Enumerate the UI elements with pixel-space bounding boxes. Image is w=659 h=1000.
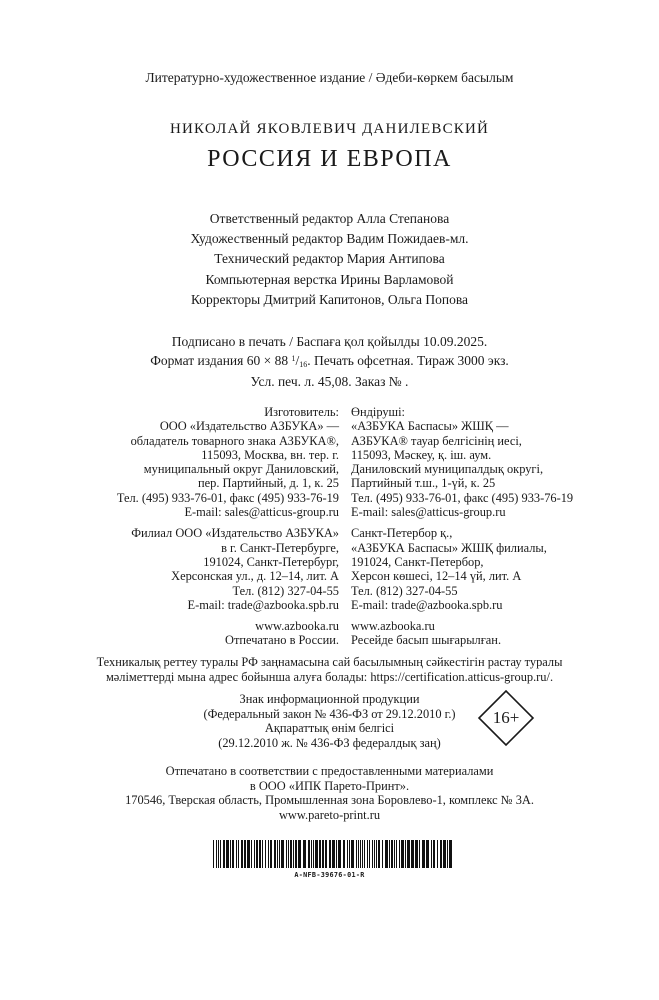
website-kz: www.azbooka.ru [351,619,435,634]
branch-kz-line: 191024, Санкт-Петербор, [351,554,484,569]
credit-art-editor: Художественный редактор Вадим Пожидаев-мл. [190,231,469,247]
author-name: НИКОЛАЙ ЯКОВЛЕВИЧ ДАНИЛЕВСКИЙ [169,121,490,137]
info-sign-line: (Федеральный закон № 436-ФЗ от 29.12.2010 г.) [203,706,456,721]
mfr-kz-line: Партийный т.ш., 1-үй, к. 25 [351,476,496,491]
print-line: Отпечатано в соответствии с предоставленными материалами [165,764,494,778]
print-website: www.pareto-print.ru [278,807,381,822]
branch-ru-line: Херсонская ул., д. 12–14, лит. А [171,569,339,584]
certification-note [0,655,659,684]
info-sign-line: Ақпараттық өнім белгісі [264,721,395,735]
branch-ru-line: в г. Санкт-Петербурге, [221,540,339,555]
age-rating-label: 16+ [492,708,520,727]
mfr-ru-line: 115093, Москва, вн. тер. г. [201,447,339,462]
branch-ru-email: E-mail: trade@azbooka.spb.ru [187,597,339,612]
info-sign-line: (29.12.2010 ж. № 436-ФЗ федералдық заң) [218,735,441,750]
mfr-ru-line: пер. Партийный, д. 1, к. 25 [198,476,339,491]
credits-block [0,209,659,310]
credit-tech-editor: Технический редактор Мария Антипова [214,251,445,267]
printing-house-block [0,764,659,822]
mfr-kz-email: E-mail: sales@atticus-group.ru [351,505,506,520]
mfr-ru-line: муниципальный округ Даниловский, [143,462,339,477]
branch-ru-line: Тел. (812) 327-04-55 [232,583,339,598]
signed-line: Подписано в печать / Баспаға қол қойылды 10.09.2025. [171,334,488,349]
publication-info [0,333,659,391]
mfr-ru-line: ООО «Издательство АЗБУКА» — [159,419,339,434]
genre-line: Литературно-художественное издание / Әдеби-көркем басылым [145,70,514,85]
mfr-kz-line: АЗБУКА® тауар белгісінің иесі, [351,433,522,448]
print-line: в ООО «ИПК Парето-Принт». [249,778,410,793]
credit-editor: Ответственный редактор Алла Степанова [209,211,450,226]
barcode-icon [213,840,452,868]
manufacturer-block [0,405,659,648]
mfr-kz-line: Өндіруші: [351,405,405,419]
credit-proofreaders: Корректоры Дмитрий Капитонов, Ольга Попова [190,291,469,307]
branch-kz-line: Херсон көшесі, 12–14 үй, лит. А [351,569,522,584]
mfr-ru-line: Тел. (495) 933-76-01, факс (495) 933-76-19 [116,490,339,505]
cert-line: мәліметтерді мына адрес бойынша алуға болады: https://certification.atticus-group.ru/. [105,669,554,684]
age-rating-badge [477,689,535,747]
branch-ru-line: 191024, Санкт-Петербург, [203,554,339,569]
branch-kz-line: «АЗБУКА Баспасы» ЖШҚ филиалы, [351,540,547,555]
barcode-text: A-NFB-39676-01-R [294,871,365,879]
cert-line: Техникалық реттеу туралы РФ заңнамасына сай басылымның сәйкестігін растау туралы [96,655,563,669]
book-title: РОССИЯ И ЕВРОПА [207,146,452,172]
credit-layout: Компьютерная верстка Ирины Варламовой [205,271,454,287]
branch-kz-line: Санкт-Петербор қ., [351,526,453,541]
mfr-kz-line: Тел. (495) 933-76-01, факс (495) 933-76-19 [351,490,574,505]
branch-kz-email: E-mail: trade@azbooka.spb.ru [351,597,503,612]
website-ru: www.azbooka.ru [255,619,339,634]
info-sign-line: Знак информационной продукции [239,692,420,706]
mfr-kz-line: «АЗБУКА Баспасы» ЖШҚ — [351,419,509,434]
mfr-ru-line: обладатель товарного знака АЗБУКА®, [130,433,339,448]
branch-kz-line: Тел. (812) 327-04-55 [351,583,458,598]
mfr-kz-line: 115093, Мәскеу, қ. іш. аум. [351,447,492,462]
order-line: Усл. печ. л. 45,08. Заказ № . [250,374,409,390]
mfr-ru-email: E-mail: sales@atticus-group.ru [184,505,339,520]
info-sign-block [0,692,659,750]
printed-in-kz: Ресейде басып шығарылған. [351,633,502,648]
mfr-ru-line: Изготовитель: [264,405,339,419]
print-line: 170546, Тверская область, Промышленная зона Боровлево-1, комплекс № 3А. [125,793,534,807]
mfr-kz-line: Даниловский муниципалдық округі, [351,462,544,477]
branch-ru-line: Филиал ООО «Издательство АЗБУКА» [131,526,339,541]
printed-in-ru: Отпечатано в России. [225,633,339,648]
format-line: Формат издания 60 × 88 $^1/_{16}$. Печать офсетная. Тираж 3000 экз. [150,353,509,370]
